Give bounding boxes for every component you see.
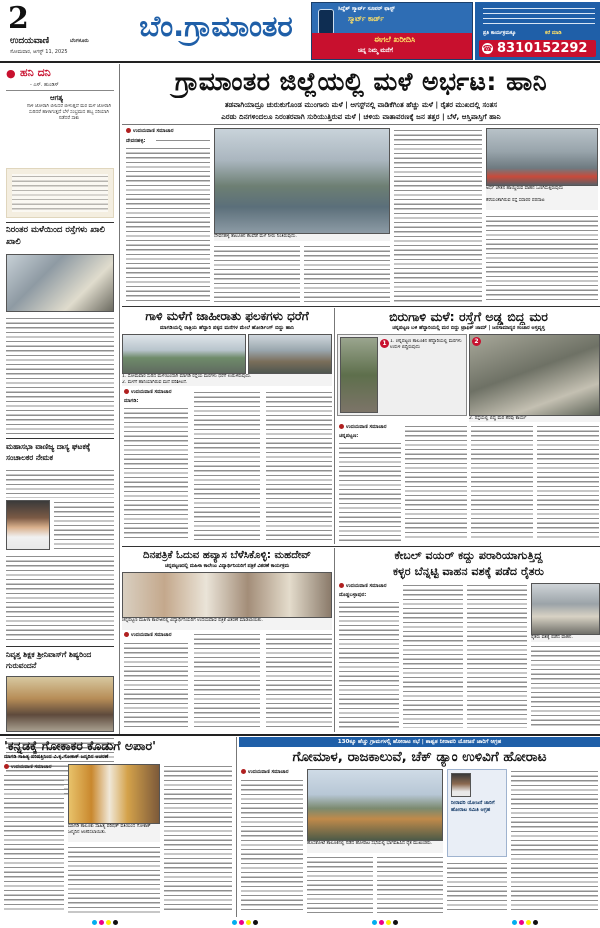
wind-photo-1 (122, 334, 246, 374)
heart-icon: ● (6, 67, 16, 80)
wind-byline (124, 389, 171, 395)
gomala-kicker: 130ಕ್ಕೂ ಹೆಚ್ಚು ಗ್ರಾಮಗಳಲ್ಲಿ ಹೋರಾಟ ಸಭೆ | ಶಾಶ್ವತ ನೀರಾವರಿ ಯೋಜನೆ ಜಾರಿಗೆ ಆಗ್ರಹ (239, 737, 600, 747)
reading-body-col-3 (266, 632, 332, 729)
gokak-byline-text: ಉದಯವಾಣಿ ಸಮಾಚಾರ (11, 764, 52, 770)
reg-mark-cyan-3 (372, 920, 377, 925)
rain-roads-body (6, 316, 114, 434)
cable-dateline: ದೊಡ್ಡಬಳ್ಳಾಪುರ: (339, 592, 367, 598)
phone-number: 8310152292 (497, 41, 588, 56)
wind-byline-text: ಉದಯವಾಣಿ ಸಮಾಚಾರ (131, 389, 172, 395)
gokak-headline: 'ಕನ್ನಡಕ್ಕೆ ಗೋಕಾಕರ ಕೊಡುಗೆ ಅಪಾರ' (4, 738, 156, 753)
gomala-body-col-4 (447, 861, 507, 913)
gomala-side-portrait (451, 773, 471, 797)
lead-side-caption: ಅರ್ಧ ಚೇತನ ಹಾಯ್ದಿರುವ ವಾಹನ ಒಣಗಿಸುತ್ತಿರುವುದು (486, 186, 598, 198)
lead-byline (126, 128, 173, 134)
reg-mark-cyan-4 (512, 920, 517, 925)
reg-mark-black-3 (393, 920, 398, 925)
lead-byline-text: ಉದಯವಾಣಿ ಸಮಾಚಾರ (133, 128, 174, 134)
lead-body-col-2 (214, 244, 300, 302)
reading-photo (122, 572, 332, 618)
reg-mark-yellow-2 (246, 920, 251, 925)
print-registration-marks (0, 918, 600, 928)
reading-byline (124, 632, 171, 638)
tree-photo-2-badge: 2 (472, 337, 481, 346)
wind-body-col-2 (194, 390, 260, 540)
event-ad[interactable] (475, 2, 600, 60)
teacher-photo (6, 676, 114, 732)
jewellery-ad[interactable] (311, 2, 473, 60)
lead-side-photo (486, 128, 598, 186)
lead-bottom-rule (122, 306, 600, 307)
teacher-headline: ನಿವೃತ್ತ ಶಿಕ್ಷಕ ಶ್ರೀನಿವಾಸ್‌ಗೆ ಶಿಷ್ಯರಿಂದ ಗುರುವಂದನೆ (6, 650, 92, 670)
lead-body-col-4 (394, 128, 482, 302)
reading-story (122, 548, 332, 732)
tree-subhead: ಚನ್ನಪಟ್ಟಣ ಬಳಿ ಹೆದ್ದಾರಿಯಲ್ಲಿ ಮರ ಬಿದ್ದು ಟ್ರಾಫಿಕ್ ಜಾಮ್ | ಜನಸಾಮಾನ್ಯರ ಸಂಚಾರ ಅಸ್ತವ್ಯಸ್ತ (392, 325, 545, 331)
lead-headline: ಗ್ರಾಮಾಂತರ ಜಿಲ್ಲೆಯಲ್ಲಿ ಮಳೆ ಅರ್ಭಟ: ಹಾನಿ (174, 67, 548, 96)
lead-subhead-2: ಎರಡು ದಿನಗಳಿಂದಲೂ ನಿರಂತರವಾಗಿ ಸುರಿಯುತ್ತಿರುವ ಮಳೆ | ಚಳಿಯ ವಾತಾವರಣಕ್ಕೆ ಜನ ತತ್ತರ | ಬೆಳೆ, ಆಸ್ತಿಪಾಸ್ತಿಗೆ ಹಾನಿ (221, 112, 501, 121)
page-masthead (0, 0, 600, 60)
tree-photo-1-box (337, 334, 467, 416)
tree-body-col-3 (471, 424, 533, 541)
cable-body-col-4 (531, 644, 600, 728)
cable-body-col-2 (403, 583, 463, 728)
lead-side-caption-2: ಕೆರೆಯಂತಾಗಿರುವ ರಸ್ತೆ ಸವಾರರ ಪರದಾಟ (486, 198, 598, 210)
gokak-story (0, 737, 234, 917)
jewellery-ad-line-1: ಸಿದ್ದೆಶ್ ಸ್ಮಾರ್ಟ್ ಸೂಪರ್ ಫಾಸ್ಟ್ (338, 6, 395, 12)
reg-mark-black-4 (533, 920, 538, 925)
cable-story (337, 548, 600, 732)
wind-body-col-3 (266, 390, 332, 540)
page-number: 2 (8, 4, 29, 34)
wind-photo-2 (248, 334, 332, 374)
appointment-headline: ಮಹಾಸಭಾ ವಾಣಿಜ್ಯ ದಾಸ್ಯ ಘಟಕಕ್ಕೆ ಸಂಚಾಲಕರ ನೇಮಕ (6, 442, 91, 462)
reg-mark-yellow-4 (526, 920, 531, 925)
wind-body-col-1 (124, 406, 188, 540)
lead-subhead-1: ತಡವಾಗಿಯಾದ್ರೂ ಚುರುಕುಗೊಂಡ ಮುಂಗಾರು ಮಳೆ | ಆಗಸ್ಟ್‌ನಲ್ಲಿ ವಾಡಿಕೆಗಿಂತ ಹೆಚ್ಚು ಮಳೆ | ರೈತರ ಮುಖದಲ್ಲಿ ಸಂತಸ (224, 100, 498, 109)
reading-byline-text: ಉದಯವಾಣಿ ಸಮಾಚಾರ (131, 632, 172, 638)
reg-mark-cyan-2 (232, 920, 237, 925)
wind-subhead: ಮಾಗಡಿಯಲ್ಲಿ ರಾತ್ರಿಯ ಹೆದ್ದಾರಿ ಪಕ್ಕದ ಮನೆಗಳ ಮೇಲೆ ಹೋರ್ಡಿಂಗ್ ಬಿದ್ದು ಹಾನಿ (159, 325, 295, 331)
gokak-subhead: ಮಾಗಡಿ ಸಾಹಿತ್ಯ ಪರಿಷತ್ತಿನಿಂದ ವಿ.ಕೃ.ಗೋಕಾಕ್ ಜನ್ಮದಿನ ಆಚರಣೆ (4, 754, 109, 760)
tree-byline (339, 424, 386, 430)
jewellery-ad-line-2: ಸ್ಮಾರ್ಟ್ ಕಾರ್ಡ್ (348, 15, 385, 23)
phone-icon (318, 9, 334, 35)
appointment-body-1 (6, 468, 114, 498)
left-rule-2 (6, 438, 114, 439)
reg-mark-yellow-3 (386, 920, 391, 925)
left-column-divider (119, 64, 120, 734)
lead-body-col-1 (156, 138, 210, 144)
jewellery-ad-banner (312, 33, 473, 60)
reg-mark-magenta (99, 920, 104, 925)
tree-photo-1-badge: 1 (380, 339, 389, 348)
left-rule-1 (6, 222, 114, 223)
masthead-rule (0, 61, 600, 63)
cable-byline (339, 583, 386, 589)
cable-byline-text: ಉದಯವಾಣಿ ಸಮಾಚಾರ (346, 583, 387, 589)
cable-body-col-3 (467, 583, 527, 728)
gomala-story (239, 737, 600, 917)
gomala-side-box (447, 769, 507, 857)
edition-name: ಬೆಂಗಳೂರು (70, 38, 89, 44)
reading-body-col-1 (124, 641, 188, 729)
cable-photo (531, 583, 600, 635)
reading-subhead: ಚನ್ನಪಟ್ಟಣದಲ್ಲಿ ಮಹಿಳಾ ಕಾಲೇಜು ವಿದ್ಯಾರ್ಥಿನಿಯರಿಗೆ ಪತ್ರಿಕೆ ವಿತರಣೆ ಕಾರ್ಯಕ್ರಮ (164, 564, 290, 569)
middle-rule (122, 546, 600, 547)
gomala-body-col-2 (307, 855, 373, 913)
wind-headline: ಗಾಳಿ ಮಳೆಗೆ ಜಾಹೀರಾತು ಫಲಕಗಳು ಧರೆಗೆ (145, 309, 309, 323)
wind-caption-2: 2. ಮಳೆಗೆ ಹಾನಿಯಾಗಿರುವ ಮನೆ ಪರಿಶೀಲನೆ. (122, 380, 332, 386)
call-icon: ☎ (482, 44, 493, 53)
lead-body-col-3 (304, 244, 390, 302)
cable-photo-caption: ರೈತರು ವಶಕ್ಕೆ ಪಡೆದ ವಾಹನ. (531, 635, 600, 642)
rain-roads-photo (6, 254, 114, 312)
reading-cable-divider (334, 548, 335, 732)
tree-headline: ಬಿರುಗಾಳಿ ಮಳೆ: ರಸ್ತೆಗೆ ಅಡ್ಡ ಬಿದ್ದ ಮರ (389, 309, 548, 324)
tree-photo-1 (340, 337, 378, 413)
gokak-gomala-divider (236, 737, 237, 917)
wind-caption-1: 1. ಸೋಮವಾರ ಸುರಿದ ಮಳೆಯಿಂದಾಗಿ ಮಾಗಡಿ ರಸ್ತೆಯ ಮರಗಳು ಧರೆಗೆ ಉರುಳಿರುವುದು. (122, 374, 332, 380)
bottom-section-rule (0, 734, 600, 736)
gokak-byline (4, 764, 51, 770)
left-rule-3 (6, 646, 114, 647)
column-logo-box (6, 66, 116, 82)
appointee-portrait (6, 500, 50, 550)
jewellery-ad-line-4: ಚಿನ್ನ ನಿಮ್ಮ ಮನೆಗೆ (358, 47, 393, 54)
tree-photo-2-caption: 2. ರಸ್ತೆಯಲ್ಲಿ ಬಿದ್ದ ಮರ ತೆರವು ಕಾರ್ಯ (469, 416, 600, 422)
event-ad-line-2: ಕರೆ ಮಾಡಿ (545, 30, 562, 36)
gomala-body-col-1 (241, 778, 303, 913)
gokak-body-col-1 (4, 773, 64, 913)
gomala-byline (241, 769, 288, 775)
event-ad-text-lines (483, 6, 595, 28)
column-author: - ಎಸ್. ಹುಂಡಿಸ್ (30, 82, 59, 88)
event-ad-line-1: ಪ್ರತಿ ಕಾರ್ಯಕ್ರಮಕ್ಕೂ (483, 30, 516, 36)
tree-story (337, 308, 600, 544)
tree-photo-2 (469, 334, 600, 416)
reg-mark-cyan (92, 920, 97, 925)
wind-story (122, 308, 332, 544)
reg-mark-magenta-3 (379, 920, 384, 925)
lead-body-col-5 (486, 214, 598, 302)
appointment-body-2 (54, 500, 114, 550)
lead-subhead-rule (122, 124, 600, 125)
appointment-body-3 (6, 554, 114, 642)
reg-mark-black-2 (253, 920, 258, 925)
tree-body-col-4 (537, 424, 599, 541)
cable-headline-1: ಕೇಬಲ್ ವಯರ್ ಕದ್ದು ಪರಾರಿಯಾಗುತ್ತಿದ್ದ (394, 549, 543, 562)
reading-body-col-2 (194, 632, 260, 729)
cable-body-col-1 (339, 600, 399, 728)
lead-photo (214, 128, 390, 234)
newspaper-name: ಉದಯವಾಣಿ (10, 36, 50, 46)
column-logo: ಹನಿ ದನಿ (20, 66, 51, 79)
gokak-photo-caption: ಮಾಗಡಿ ತಾಲೂಕು ಸಾಹಿತ್ಯ ಪರಿಷತ್ ವತಿಯಿಂದ ಗೋಕಾಕ್ ಜನ್ಮದಿನ ಆಚರಿಸಲಾಯಿತು. (68, 824, 160, 842)
wind-tree-divider (334, 308, 335, 544)
poem-illustration-lines (12, 174, 108, 212)
reg-mark-yellow (106, 920, 111, 925)
poem-title: ಆಗತ್ಯ (50, 94, 64, 102)
gomala-photo-caption: ಹೊಸಕೋಟೆ ತಾಲೂಕಿನಲ್ಲಿ ನಡೆದ ಹೋರಾಟ ಸಭೆಯಲ್ಲಿ ಭಾಗವಹಿಸಿದ ರೈತ ಮುಖಂಡರು. (307, 841, 443, 853)
reg-mark-black (113, 920, 118, 925)
wind-dateline: ಮಾಗಡಿ: (124, 398, 139, 404)
lead-photo-caption: ದೇವನಹಳ್ಳಿ ತಾಲೂಕಿನ ಕೆಲವೆಡೆ ಮಳೆ ನೀರು ನಿಂತಿರುವುದು. (214, 234, 390, 241)
reading-photo-caption: ಚನ್ನಪಟ್ಟಣ ಮಹಿಳಾ ಕಾಲೇಜಿನಲ್ಲಿ ವಿದ್ಯಾರ್ಥಿನಿಯರಿಗೆ ಉದಯವಾಣಿ ಪತ್ರಿಕೆ ವಿತರಣೆ ಮಾಡಲಾಯಿತು. (122, 618, 332, 630)
gokak-photo (68, 764, 160, 824)
gokak-body-col-3 (164, 764, 232, 913)
tree-dateline: ಚನ್ನಪಟ್ಟಣ: (339, 433, 359, 439)
tree-photo-1-caption: 1. ಚನ್ನಪಟ್ಟಣ ತಾಲೂಕಿನ ಹೆದ್ದಾರಿಯಲ್ಲಿ ಮರಗಳು ಉರುಳಿ ಬಿದ್ದಿರುವುದು (390, 339, 466, 391)
reg-mark-magenta-4 (519, 920, 524, 925)
poem-text: ಗಾಳಿ ಜೋರಾಗಿ ಬೀಸಿದರೆ ಬೀಳುತ್ತದೆ ಮರ ಮಳೆ ಜೋರಾಗಿ ಸುರಿದರೆ ಹಾಳಾಗುತ್ತದೆ ಬೆಳೆ ಸಂಭ್ರಮದ ಹಬ್ಬ ಸರಿಯಾಗಿ ನಡೆದರೆ ಸಾಕು (26, 104, 112, 122)
jewellery-ad-line-3: ಈಗಲೆ ಖರೀದಿಸಿ (374, 35, 416, 44)
lead-body-col-1b (126, 146, 210, 302)
gomala-photo (307, 769, 443, 841)
section-title: ಬೆಂ.ಗ್ರಾಮಾಂತರ (139, 9, 293, 43)
tree-body-col-1 (339, 441, 401, 541)
gomala-headline: ಗೋಮಾಳ, ರಾಜಕಾಲುವೆ, ಚೆಕ್ ಡ್ಯಾಂ ಉಳಿವಿಗೆ ಹೋರಾಟ (292, 749, 547, 765)
lead-story (122, 64, 600, 306)
reg-mark-magenta-2 (239, 920, 244, 925)
cable-headline-2: ಕಳ್ಳರ ಬೆನ್ನಟ್ಟಿ ವಾಹನ ವಶಕ್ಕೆ ಪಡೆದ ರೈತರು (392, 565, 544, 578)
column-rule (6, 90, 114, 91)
phone-number-box (479, 40, 596, 57)
tree-body-col-2 (405, 424, 467, 541)
reading-headline: ದಿನಪತ್ರಿಕೆ ಓದುವ ಹವ್ಯಾಸ ಬೆಳೆಸಿಕೊಳ್ಳಿ: ಮಹದೇವ್ (143, 550, 311, 561)
gomala-byline-text: ಉದಯವಾಣಿ ಸಮಾಚಾರ (248, 769, 289, 775)
gomala-side-box-text: ನೀರಾವರಿ ಯೋಜನೆ ಜಾರಿಗೆ ಹೋರಾಟ ಸಮಿತಿ ಆಗ್ರಹ (451, 800, 495, 813)
date-line: ಸೋಮವಾರ, ಆಗಸ್ಟ್ 11, 2025 (10, 49, 68, 55)
gokak-body-col-2 (68, 845, 160, 913)
gomala-body-col-3 (377, 855, 443, 913)
lead-dateline: ದೇವನಹಳ್ಳಿ: (126, 138, 146, 144)
tree-byline-text: ಉದಯವಾಣಿ ಸಮಾಚಾರ (346, 424, 387, 430)
gomala-body-col-5 (511, 769, 598, 913)
rain-roads-headline: ನಿರಂತರ ಮಳೆಯಿಂದ ರಸ್ತೆಗಳು ಖಾಲಿ ಖಾಲಿ (6, 225, 105, 247)
